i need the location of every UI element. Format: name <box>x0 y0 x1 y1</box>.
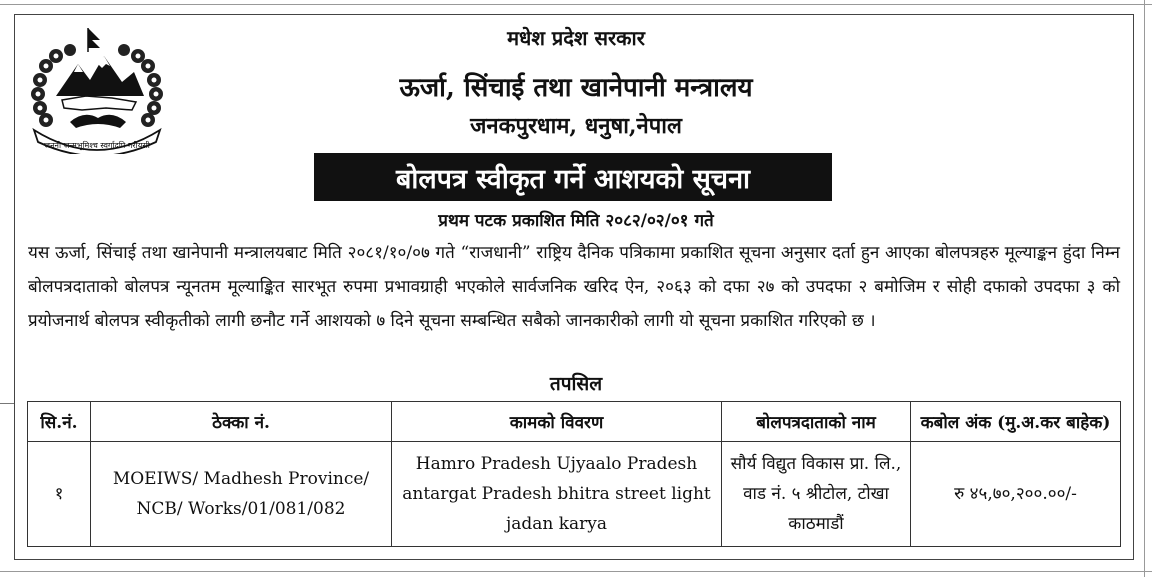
header-bidder-name: बोलपत्रदाताको नाम <box>722 402 911 442</box>
bid-details-table <box>27 401 1121 547</box>
header-bid-amount: कबोल अंक (मु.अ.कर बाहेक) <box>911 402 1121 442</box>
details-heading: तपसिल <box>549 373 603 395</box>
scan-edge-tick <box>0 403 14 404</box>
notice-body-paragraph: यस ऊर्जा, सिंचाई तथा खानेपानी मन्त्रालयबाट मिति २०८१/१०/०७ गते “राजधानी” राष्ट्रिय दैनिक पत्रिकामा प्रकाशित सूचना अनुसार दर्ता हुन आएका बोलपत्रहरु मूल्याङ्कन हुंदा निम्न बोलपत्रदाताको बोलपत्र न्यूनतम मूल्याङ्कित सारभूत रुपमा प्रभावग्राही भएकोले सार्वजनिक खरिद ऐन, २०६३ को दफा २७ को उपदफा २ बमोजिम र सोही दफाको उपदफा ३ को प्रयोजनार्थ बोलपत्र स्वीकृतीको लागी छनौट गर्ने आशयको ७ दिने सूचना सम्बन्धित सबैको जानकारीको लागी यो सूचना प्रकाशित गरिएको छ । <box>28 243 1120 331</box>
first-published-date: प्रथम पटक प्रकाशित मिति २०८२/०२/०१ गते <box>438 211 714 231</box>
cell-serial-no: १ <box>28 442 91 547</box>
scan-edge-bottom <box>0 571 1152 572</box>
table-header-row <box>28 402 1121 442</box>
cell-bidder-name: सौर्य विद्युत विकास प्रा. लि., वाड नं. ५ श्रीटोल, टोखा काठमाडौं <box>722 442 911 547</box>
header-work-description: कामको विवरण <box>392 402 722 442</box>
header-contract-no: ठेक्का नं. <box>91 402 392 442</box>
scan-edge-top <box>0 4 1152 5</box>
cell-work-description: Hamro Pradesh Ujyaalo Pradesh antargat Pradesh bhitra street light jadan karya <box>392 442 722 547</box>
notice-title: बोलपत्र स्वीकृत गर्ने आशयको सूचना <box>314 153 832 201</box>
emblem-motto: जननी जन्मभूमिश्च स्वर्गादपि गरीयसी <box>44 141 150 150</box>
table-row <box>28 442 1121 547</box>
cell-contract-no: MOEIWS/ Madhesh Province/ NCB/ Works/01/081/082 <box>91 442 392 547</box>
ministry-name: ऊर्जा, सिंचाई तथा खानेपानी मन्त्रालय <box>399 73 753 103</box>
header-serial-no: सि.नं. <box>28 402 91 442</box>
government-name: मधेश प्रदेश सरकार <box>507 26 645 50</box>
cell-bid-amount: रु ४५,७०,२००.००/- <box>911 442 1121 547</box>
ministry-location: जनकपुरधाम, धनुषा,नेपाल <box>470 113 682 139</box>
